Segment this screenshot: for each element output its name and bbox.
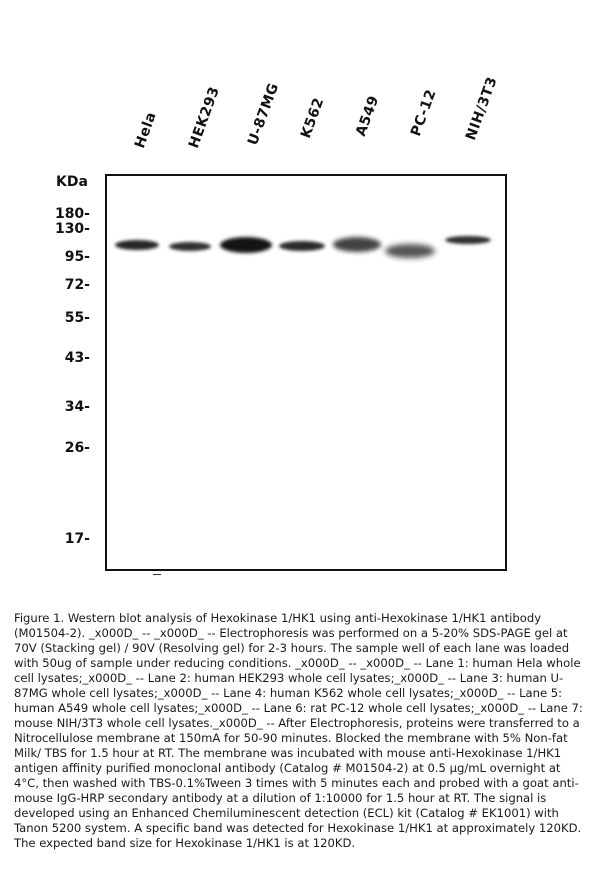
marker-72: 72- [64, 277, 90, 293]
marker-55: 55- [64, 310, 90, 326]
lane-label-hek293: HEK293 [186, 84, 224, 151]
lane-label-u87mg: U-87MG [245, 80, 283, 148]
lane-label-nih3t3: NIH/3T3 [463, 74, 501, 143]
lane-label-hela: Hela [132, 109, 160, 151]
band-lane-u87mg [220, 237, 272, 253]
band-lane-hek293 [169, 242, 211, 251]
blot-membrane [105, 174, 507, 571]
lane-label-a549: A549 [353, 93, 383, 139]
figure-caption: Figure 1. Western blot analysis of Hexokinase 1/HK1 using anti-Hexokinase 1/HK1 antibody (M01504-2). _x000D_ -- _x000D_ -- Electrophoresis was performed on a 5-20% SDS-PAGE gel at 70V (Stacking gel) / 90V (Resolving gel) for 2-3 hours. The sample well of each lane was loaded with 50ug of sample under reducing conditions. _x000D_ -- _x000D_ -- Lane 1: human Hela whole cell lysates;_x000D_ -- Lane 2: human HEK293 whole cell lysates;_x000D_ -- Lane 3: human U-87MG whole cell lysates;_x000D_ -- Lane 4: human K562 whole cell lysates;_x000D_ -- Lane 5: human A549 whole cell lysates;_x000D_ -- Lane 6: rat PC-12 whole cell lysates;_x000D_ -- Lane 7: mouse NIH/3T3 whole cell lysates._x000D_ -- After Electrophoresis, proteins were transferred to a Nitrocellulose membrane at 150mA for 50-90 minutes. Blocked the membrane with 5% Non-fat Milk/ TBS for 1.5 hour at RT. The membrane was incubated with mouse anti-Hexokinase 1/HK1 antigen affinity purified monoclonal antibody (Catalog # M01504-2) at 0.5 μg/mL overnight at 4°C, then washed with TBS-0.1%Tween 3 times with 5 minutes each and probed with a goat anti-mouse IgG-HRP secondary antibody at a dilution of 1:10000 for 1.5 hour at RT. The signal is developed using an Enhanced Chemiluminescent detection (ECL) kit (Catalog # EK1001) with Tanon 5200 system. A specific band was detected for Hexokinase 1/HK1 at approximately 120KD. The expected band size for Hexokinase 1/HK1 is at 120KD. [14, 611, 583, 850]
lane-label-pc12: PC-12 [408, 87, 440, 139]
band-lane-pc12 [385, 244, 435, 258]
band-lane-k562 [279, 241, 325, 251]
marker-26: 26- [64, 440, 90, 456]
lane-tick-mark [153, 574, 161, 575]
band-lane-nih3t3 [445, 236, 491, 244]
marker-130: 130- [54, 221, 90, 237]
marker-95: 95- [64, 249, 90, 265]
marker-17: 17- [64, 531, 90, 547]
lane-label-k562: K562 [298, 95, 328, 141]
marker-180: 180- [54, 206, 90, 222]
marker-34: 34- [64, 399, 90, 415]
kda-unit-label: KDa [56, 174, 88, 190]
band-lane-hela [115, 240, 159, 250]
band-lane-a549 [333, 237, 381, 252]
marker-43: 43- [64, 350, 90, 366]
